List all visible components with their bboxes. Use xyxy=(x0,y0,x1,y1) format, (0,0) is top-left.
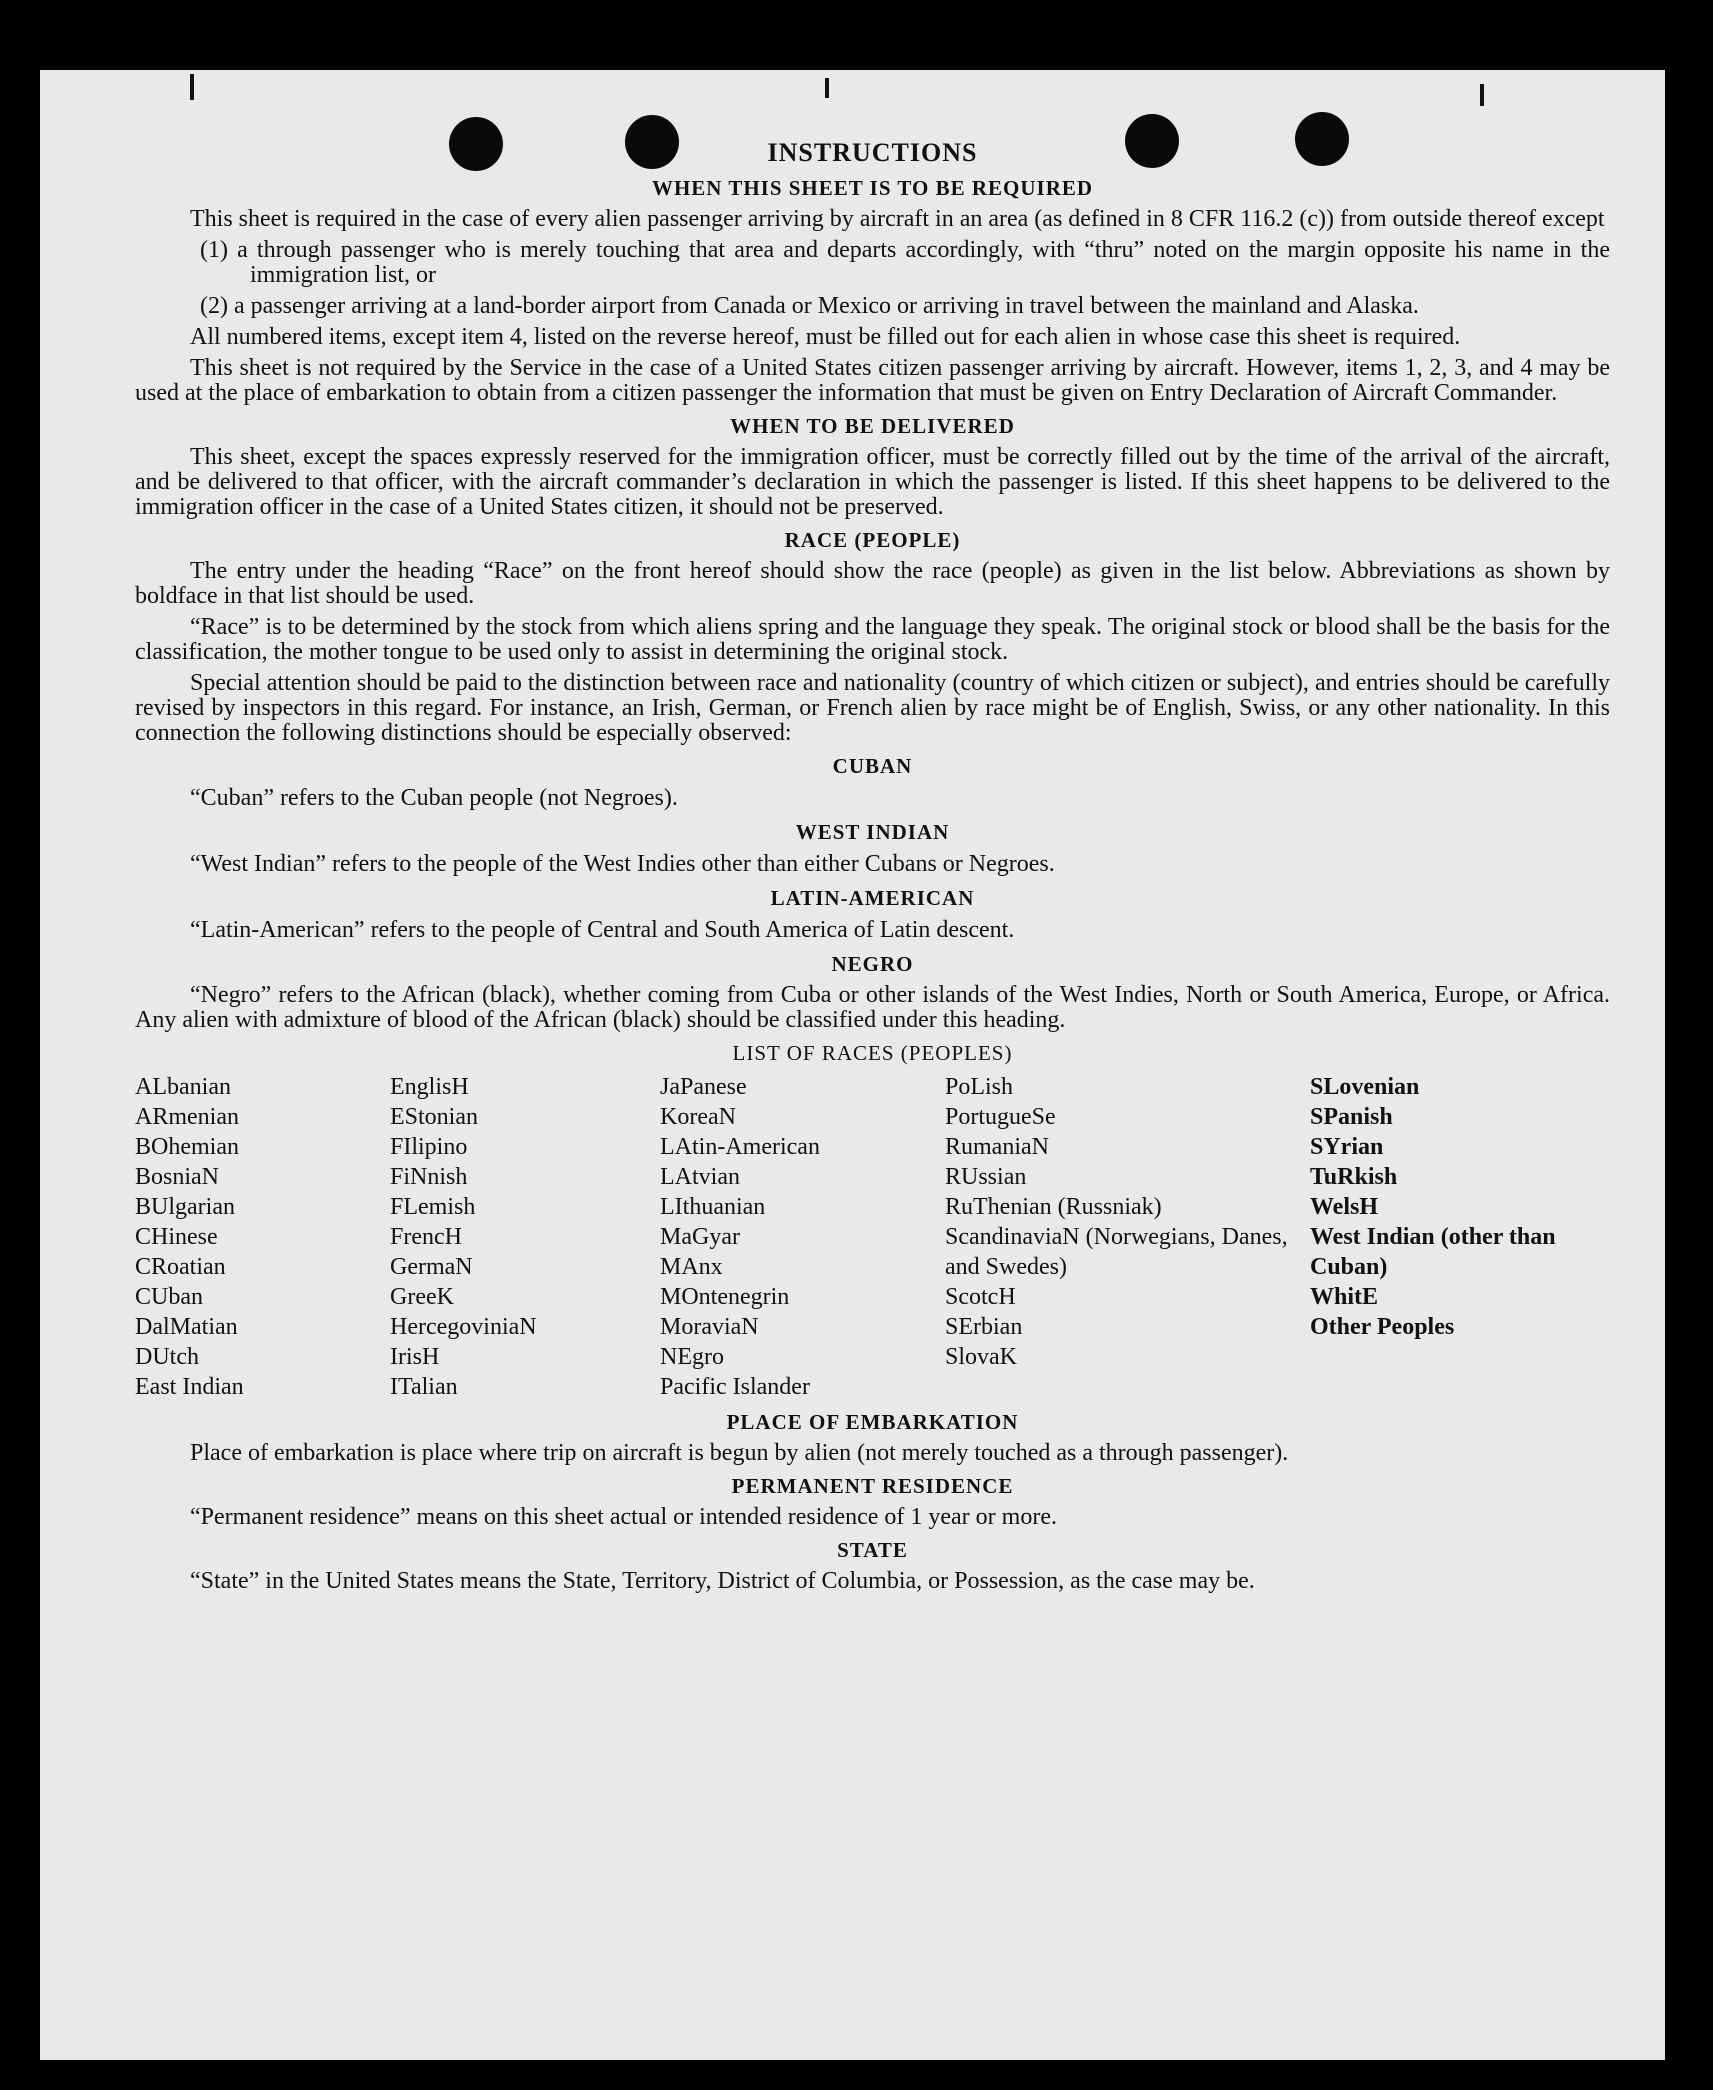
paragraph: Special attention should be paid to the distinction between race and nationality (country of which citizen or subject), and entries should be carefully revised by inspectors in this regard. For instance, an Irish, German, or French alien by race might be of English, Swiss, or any other nationality. In this connection the following distinctions should be especially observed: xyxy=(135,670,1610,746)
race-item: GreeK xyxy=(390,1284,454,1310)
race-item: MoraviaN xyxy=(660,1314,759,1340)
section-heading: WHEN TO BE DELIVERED xyxy=(730,414,1015,438)
race-item: CUban xyxy=(135,1284,203,1310)
race-item: MOntenegrin xyxy=(660,1284,790,1310)
paragraph: “Negro” refers to the African (black), whether coming from Cuba or other islands of the West Indies, North or South America, Europe, or Africa. Any alien with admixture of blood of the African (black) should be classified under this heading. xyxy=(135,982,1610,1033)
race-item: SLovenian xyxy=(1310,1074,1420,1100)
race-item: ITalian xyxy=(390,1374,458,1400)
races-column xyxy=(945,1072,1310,1402)
scan-mark xyxy=(825,78,829,98)
races-column xyxy=(135,1072,390,1402)
paragraph: This sheet is required in the case of every alien passenger arriving by aircraft in an area (as defined in 8 CFR 116.2 (c)) from outside thereof except xyxy=(190,206,1605,232)
race-item: PortugueSe xyxy=(945,1104,1056,1130)
paragraph: Place of embarkation is place where trip on aircraft is begun by alien (not merely touched as a through passenger). xyxy=(190,1440,1289,1466)
page-title: INSTRUCTIONS xyxy=(767,138,978,167)
race-item: SErbian xyxy=(945,1314,1023,1340)
race-item: LAtvian xyxy=(660,1164,740,1190)
race-item: TuRkish xyxy=(1310,1164,1398,1190)
race-item: ALbanian xyxy=(135,1074,231,1100)
section-heading: LIST OF RACES (PEOPLES) xyxy=(732,1041,1013,1065)
race-item: FLemish xyxy=(390,1194,476,1220)
section-heading: PLACE OF EMBARKATION xyxy=(726,1410,1019,1434)
race-item: BUlgarian xyxy=(135,1194,235,1220)
race-item: West Indian (other than Cuban) xyxy=(1310,1224,1556,1280)
races-column xyxy=(390,1072,660,1402)
paragraph: This sheet is not required by the Service in the case of a United States citizen passenger arriving by aircraft. However, items 1, 2, 3, and 4 may be used at the place of embarkation to obtain from a citizen passenger the information that must be given on Entry Declaration of Aircraft Commander. xyxy=(135,355,1610,406)
section-heading: WHEN THIS SHEET IS TO BE REQUIRED xyxy=(651,176,1094,200)
race-item: IrisH xyxy=(390,1344,440,1370)
race-item: EnglisH xyxy=(390,1074,469,1100)
race-item: MaGyar xyxy=(660,1224,740,1250)
numbered-item: (2) a passenger arriving at a land-border airport from Canada or Mexico or arriving in travel between the mainland and Alaska. xyxy=(200,293,1419,319)
section-heading: PERMANENT RESIDENCE xyxy=(731,1474,1014,1498)
race-item: FiNnish xyxy=(390,1164,468,1190)
race-item: FrencH xyxy=(390,1224,462,1250)
race-item: Other Peoples xyxy=(1310,1314,1455,1340)
race-item: WelsH xyxy=(1310,1194,1379,1220)
race-item: SPanish xyxy=(1310,1104,1393,1130)
scan-mark xyxy=(1480,84,1484,106)
race-item: Pacific Islander xyxy=(660,1374,810,1400)
race-item: FIlipino xyxy=(390,1134,468,1160)
race-item: DalMatian xyxy=(135,1314,238,1340)
race-item: East Indian xyxy=(135,1374,244,1400)
race-item: NEgro xyxy=(660,1344,724,1370)
race-item: RuThenian (Russniak) xyxy=(945,1194,1162,1220)
race-item: GermaN xyxy=(390,1254,473,1280)
race-item: CRoatian xyxy=(135,1254,226,1280)
race-item: RUssian xyxy=(945,1164,1027,1190)
section-heading: WEST INDIAN xyxy=(795,820,950,844)
race-item: EStonian xyxy=(390,1104,478,1130)
paragraph: “Permanent residence” means on this sheet actual or intended residence of 1 year or more. xyxy=(190,1504,1057,1530)
races-list xyxy=(135,1072,1610,1402)
paragraph: “State” in the United States means the State, Territory, District of Columbia, or Possession, as the case may be. xyxy=(190,1568,1255,1594)
definition: “Latin-American” refers to the people of Central and South America of Latin descent. xyxy=(190,917,1015,943)
section-heading: LATIN-AMERICAN xyxy=(770,886,975,910)
numbered-item: (1) a through passenger who is merely touching that area and departs accordingly, with “thru” noted on the margin opposite his name in the immigration list, or xyxy=(200,237,1610,288)
race-item: DUtch xyxy=(135,1344,199,1370)
races-column xyxy=(1310,1072,1570,1402)
paragraph: The entry under the heading “Race” on the front hereof should show the race (people) as given in the list below. Abbreviations as shown by boldface in that list should be used. xyxy=(135,558,1610,609)
race-item: MAnx xyxy=(660,1254,723,1280)
race-item: JaPanese xyxy=(660,1074,747,1100)
race-item: RumaniaN xyxy=(945,1134,1049,1160)
race-item: BOhemian xyxy=(135,1134,239,1160)
race-item: WhitE xyxy=(1310,1284,1379,1310)
document-sheet xyxy=(40,70,1665,2060)
scan-mark xyxy=(190,74,194,100)
paragraph: “Race” is to be determined by the stock from which aliens spring and the language they speak. The original stock or blood shall be the basis for the classification, the mother tongue to be used only to assist in determining the original stock. xyxy=(135,614,1610,665)
paragraph: This sheet, except the spaces expressly reserved for the immigration officer, must be correctly filled out by the time of the arrival of the aircraft, and be delivered to that officer, with the aircraft commander’s declaration in which the passenger is listed. If this sheet happens to be delivered to the immigration officer in the case of a United States citizen, it should not be preserved. xyxy=(135,444,1610,520)
race-item: ScotcH xyxy=(945,1284,1016,1310)
race-item: ScandinaviaN (Norwegians, Danes, and Swedes) xyxy=(945,1224,1288,1280)
race-item: LAtin-American xyxy=(660,1134,820,1160)
race-item: ARmenian xyxy=(135,1104,239,1130)
paragraph: All numbered items, except item 4, listed on the reverse hereof, must be filled out for each alien in whose case this sheet is required. xyxy=(190,324,1461,350)
race-item: SlovaK xyxy=(945,1344,1017,1370)
race-item: SYrian xyxy=(1310,1134,1384,1160)
definition: “Cuban” refers to the Cuban people (not Negroes). xyxy=(190,785,678,811)
race-item: BosniaN xyxy=(135,1164,219,1190)
section-heading: CUBAN xyxy=(832,754,913,778)
race-item: KoreaN xyxy=(660,1104,736,1130)
section-heading: STATE xyxy=(837,1538,908,1562)
races-column xyxy=(660,1072,945,1402)
race-item: PoLish xyxy=(945,1074,1014,1100)
definition: “West Indian” refers to the people of the West Indies other than either Cubans or Negroes. xyxy=(190,851,1055,877)
race-item: LIthuanian xyxy=(660,1194,766,1220)
section-heading: NEGRO xyxy=(831,952,914,976)
race-item: CHinese xyxy=(135,1224,218,1250)
race-item: HercegoviniaN xyxy=(390,1314,537,1340)
instructions-body xyxy=(135,138,1610,1600)
section-heading: RACE (PEOPLE) xyxy=(784,528,961,552)
